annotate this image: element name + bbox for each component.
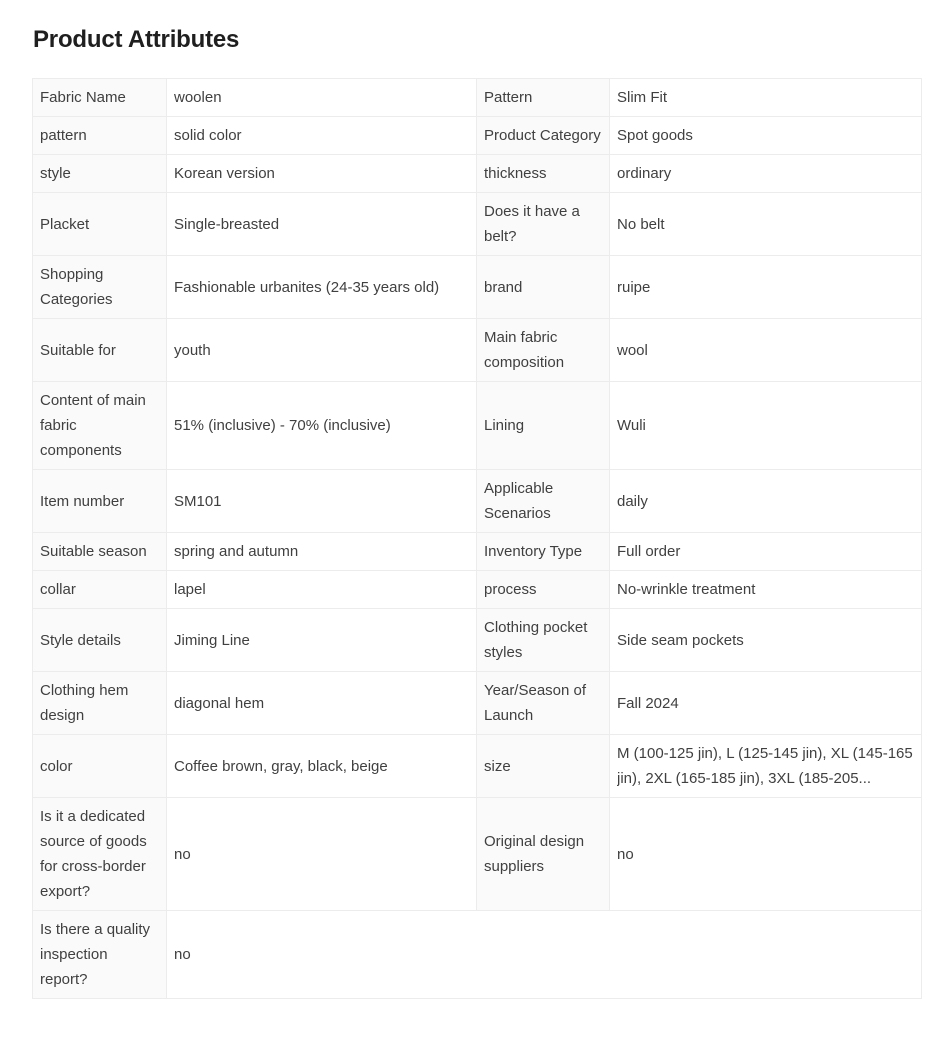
attribute-value: Wuli — [610, 382, 922, 470]
table-row — [33, 609, 922, 672]
table-row — [33, 798, 922, 911]
attribute-value: SM101 — [167, 470, 477, 533]
attribute-name: Content of main fabric components — [33, 382, 167, 470]
attribute-value: no — [167, 798, 477, 911]
attribute-name: Inventory Type — [477, 533, 610, 571]
attribute-name: Pattern — [477, 79, 610, 117]
attribute-name: process — [477, 571, 610, 609]
attribute-name: pattern — [33, 117, 167, 155]
attribute-value: Korean version — [167, 155, 477, 193]
attribute-value: no — [610, 798, 922, 911]
attribute-name: brand — [477, 256, 610, 319]
attribute-name: color — [33, 735, 167, 798]
attribute-name: Main fabric composition — [477, 319, 610, 382]
table-row — [33, 117, 922, 155]
attribute-value: No belt — [610, 193, 922, 256]
attribute-value — [610, 735, 922, 798]
table-row — [33, 155, 922, 193]
attribute-value: spring and autumn — [167, 533, 477, 571]
attribute-value: daily — [610, 470, 922, 533]
attribute-name: Suitable for — [33, 319, 167, 382]
attribute-value: Full order — [610, 533, 922, 571]
attribute-name: Placket — [33, 193, 167, 256]
attribute-value: solid color — [167, 117, 477, 155]
attribute-value: No-wrinkle treatment — [610, 571, 922, 609]
table-row — [33, 571, 922, 609]
attribute-value: lapel — [167, 571, 477, 609]
attribute-name: Product Category — [477, 117, 610, 155]
attribute-value: 51% (inclusive) - 70% (inclusive) — [167, 382, 477, 470]
table-row — [33, 382, 922, 470]
attribute-name: Shopping Categories — [33, 256, 167, 319]
table-row — [33, 470, 922, 533]
attribute-name: Year/Season of Launch — [477, 672, 610, 735]
attribute-name: collar — [33, 571, 167, 609]
size-value-text: M (100-125 jin), L (125-145 jin), XL (145-165 jin), 2XL (165-185 jin), 3XL (185-205... — [617, 745, 913, 787]
attribute-name: Original design suppliers — [477, 798, 610, 911]
attribute-name: Style details — [33, 609, 167, 672]
attribute-name: Clothing pocket styles — [477, 609, 610, 672]
attribute-name: thickness — [477, 155, 610, 193]
attribute-value: youth — [167, 319, 477, 382]
attribute-value: Spot goods — [610, 117, 922, 155]
attribute-name: Clothing hem design — [33, 672, 167, 735]
attribute-value: Fashionable urbanites (24-35 years old) — [167, 256, 477, 319]
table-row — [33, 319, 922, 382]
page-title: Product Attributes — [33, 26, 240, 53]
attribute-name: Does it have a belt? — [477, 193, 610, 256]
attribute-value: Slim Fit — [610, 79, 922, 117]
attribute-value: Jiming Line — [167, 609, 477, 672]
table-row — [33, 256, 922, 319]
attribute-name: Suitable season — [33, 533, 167, 571]
table-row — [33, 533, 922, 571]
attribute-name: Applicable Scenarios — [477, 470, 610, 533]
attribute-name: Lining — [477, 382, 610, 470]
attribute-name: Is it a dedicated source of goods for cross-border export? — [33, 798, 167, 911]
attribute-value: Fall 2024 — [610, 672, 922, 735]
attribute-value: Single-breasted — [167, 193, 477, 256]
attribute-value: Coffee brown, gray, black, beige — [167, 735, 477, 798]
attribute-value: Side seam pockets — [610, 609, 922, 672]
attribute-value: ruipe — [610, 256, 922, 319]
attribute-value: wool — [610, 319, 922, 382]
attribute-name: Is there a quality inspection report? — [33, 911, 167, 999]
table-row — [33, 79, 922, 117]
attribute-name: Fabric Name — [33, 79, 167, 117]
table-row — [33, 672, 922, 735]
attribute-value: woolen — [167, 79, 477, 117]
table-row — [33, 911, 922, 999]
attribute-value: no — [167, 911, 922, 999]
attribute-value: diagonal hem — [167, 672, 477, 735]
table-row — [33, 735, 922, 798]
attribute-name: Item number — [33, 470, 167, 533]
attributes-table — [32, 78, 922, 999]
attribute-value: ordinary — [610, 155, 922, 193]
attribute-name: style — [33, 155, 167, 193]
table-row — [33, 193, 922, 256]
attribute-name: size — [477, 735, 610, 798]
